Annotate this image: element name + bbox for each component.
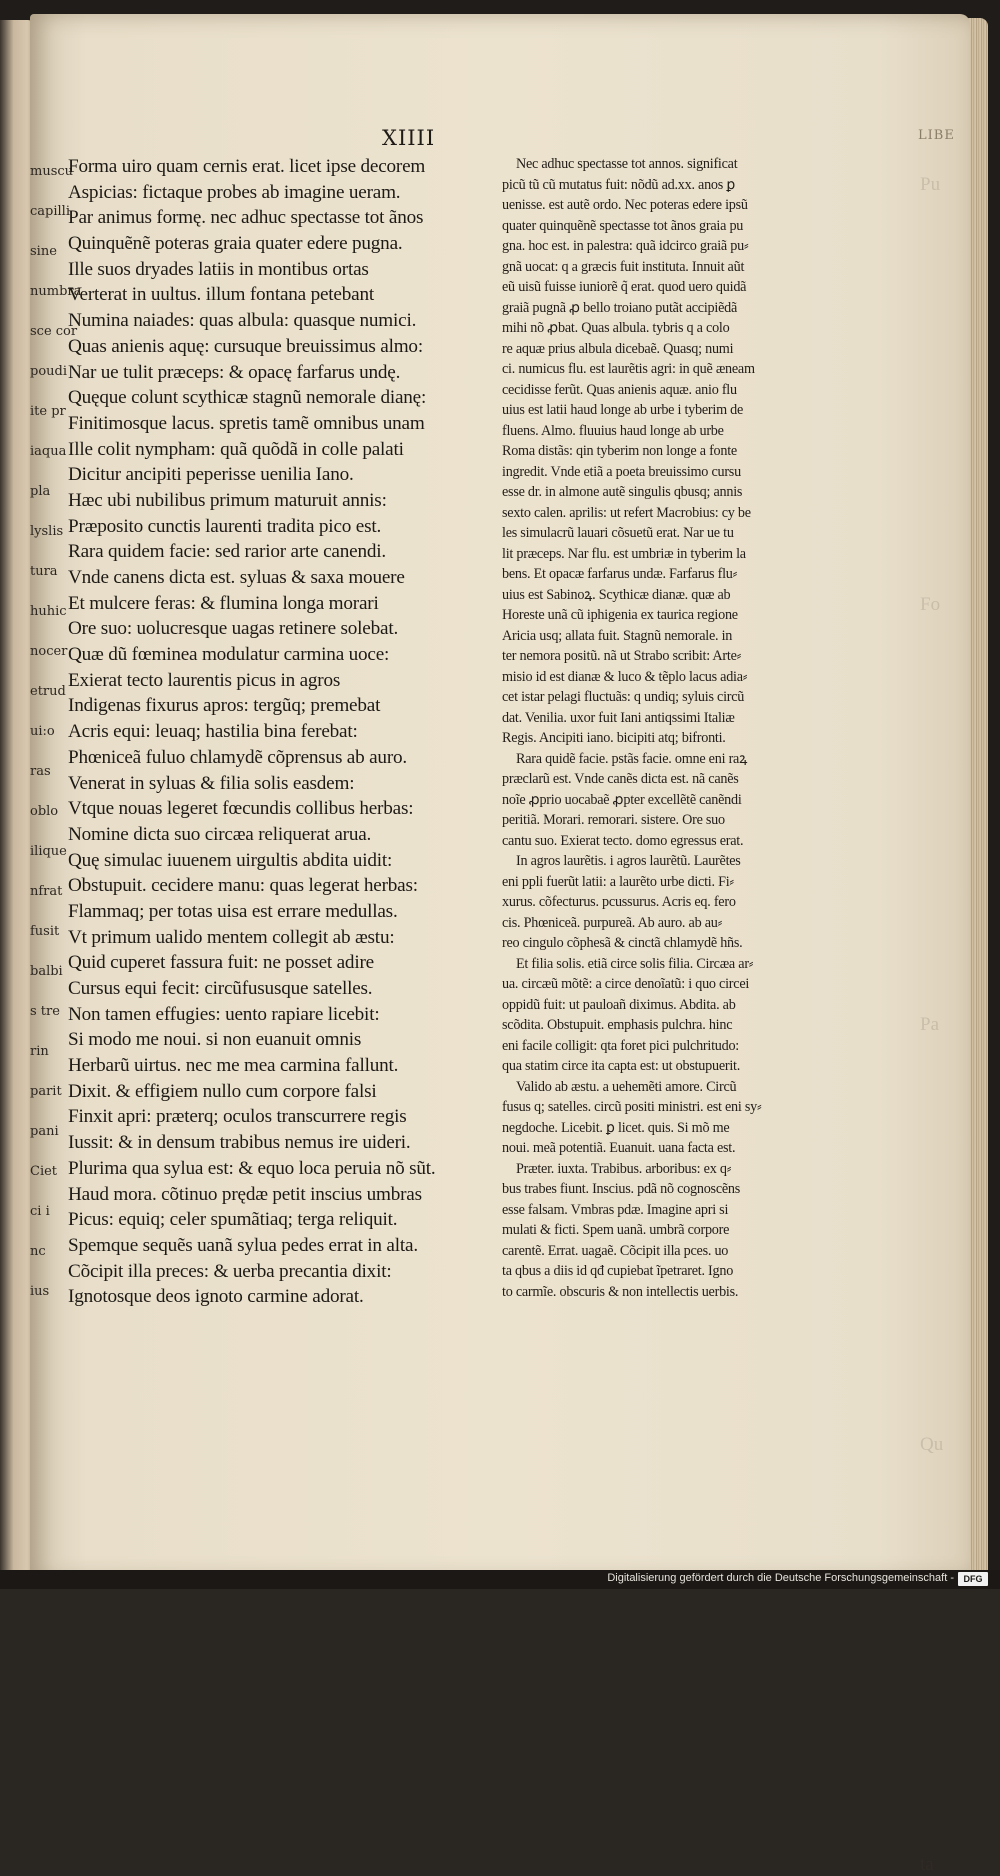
margin-fragment: rin	[30, 1044, 49, 1059]
verse-line: Rara quidem facie: sed rarior arte canendi.	[68, 541, 386, 563]
margin-fragment: ius	[30, 1284, 50, 1299]
margin-fragment: ui:o	[30, 724, 55, 739]
commentary-line: Præter. iuxta. Trabibus. arboribus: ex q⸗	[516, 1160, 732, 1177]
verse-line: Venerat in syluas & filia solis easdem:	[68, 772, 355, 794]
book-page	[30, 14, 970, 1875]
folio-number: XIIII	[382, 126, 436, 150]
commentary-line: cis. Phœniceã. purpureã. Ab auro. ab au⸗	[502, 914, 723, 931]
margin-fragment: ite pr	[30, 404, 66, 419]
commentary-line: carentẽ. Errat. uagaẽ. Cõcipit illa pces. uo	[502, 1242, 729, 1259]
commentary-line: mulati & ficti. Spem uanã. umbrã corpore	[502, 1222, 730, 1238]
commentary-line: bens. Et opacæ farfarus undæ. Farfarus flu⸗	[502, 566, 738, 582]
commentary-line: In agros laurẽtis. i agros laurẽtũ. Laurẽtes	[516, 853, 741, 869]
commentary-line: præclarũ est. Vnde canẽs dicta est. nã canẽs	[502, 771, 739, 787]
commentary-line: to carmĩe. obscuris & non intellectis uerbis.	[502, 1283, 739, 1300]
commentary-line: bus trabes fiunt. Inscius. pdã nõ cognoscẽns	[502, 1181, 741, 1197]
verse-line: Vtque nouas legeret fœcundis collibus herbas:	[68, 798, 414, 820]
commentary-line: uenisse. est autẽ ordo. Nec poteras edere ipsũ	[502, 197, 748, 213]
running-head-show-through: LIBE	[918, 128, 955, 143]
margin-fragment: Ciet	[30, 1164, 58, 1179]
margin-fragment: ilique	[30, 844, 67, 859]
verse-line: Dicitur ancipiti peperisse uenilia Iano.	[68, 464, 354, 486]
verse-line: Dixit. & effigiem nullo cum corpore falsi	[68, 1080, 377, 1102]
commentary-line: Rara quidẽ facie. pstãs facie. omne eni raꝝ	[516, 750, 748, 767]
margin-fragment: oblo	[30, 804, 59, 819]
margin-fragment: huhic	[30, 604, 67, 619]
show-through-fragment: Qu	[920, 1434, 944, 1455]
verse-line: Obstupuit. cecidere manu: quas legerat herbas:	[68, 875, 418, 897]
digitization-credit: Digitalisierung gefördert durch die Deutsche Forschungsgemeinschaft -	[607, 1572, 954, 1584]
verse-line: Par animus formę. nec adhuc spectasse tot ãnos	[68, 207, 424, 229]
show-through-fragment: Pu	[920, 174, 941, 195]
verse-line: Ore suo: uolucresque uagas retinere solebat.	[68, 618, 399, 640]
margin-fragment: pani	[30, 1124, 59, 1139]
commentary-line: ingredit. Vnde etiã a poeta breuissimo cursu	[502, 463, 741, 480]
show-through-fragment: Pa	[920, 1014, 939, 1035]
verse-line: Ille colit nympham: quã quõdã in colle palati	[68, 438, 404, 460]
margin-fragment: tura	[30, 564, 58, 579]
verse-line: Nomine dicta suo circæa reliquerat arua.	[68, 823, 372, 845]
margin-fragment: parit	[30, 1084, 62, 1099]
margin-fragment: sce cor	[30, 324, 78, 339]
book-spine	[0, 20, 34, 1580]
commentary-line: graiã pugnã ꝓ bello troiano putãt accipiẽdã	[502, 299, 738, 316]
verse-text-column	[68, 154, 498, 1310]
verse-line: Finitimosque lacus. spretis tamẽ omnibus unam	[68, 412, 425, 434]
margin-fragment: nc	[30, 1244, 46, 1259]
commentary-line: gna. hoc est. in palestra: quã idcirco graiã pu⸗	[502, 238, 749, 254]
commentary-line: quater quinquẽnẽ spectasse tot ãnos graia pu	[502, 217, 744, 234]
verse-line: Hæc ubi nubilibus primum maturuit annis:	[68, 489, 387, 511]
margin-fragment: ci i	[30, 1204, 50, 1219]
margin-fragment: poudi	[30, 364, 68, 379]
commentary-line: qua statim circe ita capta est: ut obstupuerit.	[502, 1058, 741, 1074]
margin-fragment: lyslis	[30, 524, 64, 539]
margin-fragment: nfrat	[30, 884, 63, 899]
margin-fragment: fusit	[30, 924, 60, 939]
margin-fragment: sine	[30, 244, 57, 259]
verse-line: Ignotosque deos ignoto carmine adorat.	[68, 1286, 364, 1308]
margin-fragment: etrud	[30, 684, 66, 699]
verse-line: Verterat in uultus. illum fontana petebant	[68, 284, 374, 306]
verse-line: Finxit apri: præterq; oculos transcurrere regis	[68, 1106, 407, 1128]
verse-line: Vnde canens dicta est. syluas & saxa mouere	[68, 567, 405, 588]
verse-line: Quæ dũ fœminea modulatur carmina uoce:	[68, 644, 390, 666]
commentary-line: Horeste unã cũ iphigenia ex taurica regione	[502, 607, 738, 623]
verse-line: Herbarũ uirtus. nec me mea carmina fallunt.	[68, 1055, 399, 1077]
margin-fragment: numbra	[30, 284, 82, 299]
margin-fragment: capilli	[30, 204, 70, 219]
margin-fragment: balbi	[30, 964, 63, 979]
verse-line: Præposito cunctis laurenti tradita pico est.	[68, 515, 382, 537]
verse-line: Quę simulac iuuenem uirgultis abdita uidit:	[68, 849, 393, 871]
verse-line: Phœniceã fuluo chlamydẽ cõprensus ab auro.	[68, 746, 407, 768]
show-through-fragment: Fo	[920, 594, 941, 615]
commentary-line: picũ tũ cũ mutatus fuit: nõdũ ad.xx. anos ꝑ	[502, 176, 736, 193]
commentary-line: fusus q; satelles. circũ positi ministri. est eni sy⸗	[502, 1099, 762, 1115]
commentary-line: dat. Venilia. uxor fuit Iani antiqssimi Italiæ	[502, 709, 735, 726]
commentary-line: ter nemora positũ. nã ut Strabo scribit: Arte⸗	[502, 648, 742, 664]
verse-line: Indigenas fixurus apros: tergũq; premebat	[68, 695, 381, 717]
margin-fragment: s tre	[30, 1004, 60, 1019]
commentary-line: eũ uisũ fuisse iuniorẽ q̃ erat. quod uero quidã	[502, 279, 747, 295]
commentary-line: negdoche. Licebit. ꝑ licet. quis. Si mõ me	[502, 1119, 730, 1136]
verse-line: Quid cuperet fassura fuit: ne posset adire	[68, 952, 374, 974]
commentary-line: ta qbus a diis id qđ cupiebat ĩpetraret. Igno	[502, 1263, 734, 1279]
verse-line: Quinquẽnẽ poteras graia quater edere pugna.	[68, 233, 403, 255]
commentary-line: reo cingulo cõphesã & cinctã chlamydẽ hñs.	[502, 935, 743, 951]
verse-line: Quas anienis aquę: cursuque breuissimus almo:	[68, 335, 423, 357]
commentary-line: re aquæ prius albula dicebaẽ. Quasq; numi	[502, 340, 734, 357]
commentary-line: gnã uocat: q a græcis fuit instituta. Innuit aũt	[502, 258, 745, 275]
commentary-line: scõdita. Obstupuit. emphasis pulchra. hinc	[502, 1017, 733, 1033]
commentary-line: uius est Sabinoꝝ. Scythicæ dianæ. quæ ab	[502, 586, 731, 603]
commentary-line: cecidisse ferũt. Quas anienis aquæ. anio flu	[502, 381, 737, 398]
verse-line: Quęque colunt scythicæ stagnũ nemorale dianę:	[68, 387, 427, 409]
margin-fragment: muscu	[30, 164, 74, 179]
verse-line: Vt primum ualido mentem collegit ab æstu:	[68, 926, 395, 948]
verse-line: Forma uiro quam cernis erat. licet ipse decorem	[68, 156, 426, 177]
commentary-line: Valido ab æstu. a uehemẽti amore. Circũ	[516, 1078, 737, 1095]
margin-fragment: nocer	[30, 644, 68, 659]
verse-line: Plurima qua sylua est: & equo loca peruia nõ sũt.	[68, 1157, 436, 1179]
verse-line: Iussit: & in densum trabibus nemus ire uideri.	[68, 1132, 411, 1154]
margin-fragment: iaqua	[30, 444, 67, 459]
commentary-line: ua. circæũ mõtẽ: a circe denoĩatũ: i quo circei	[502, 976, 750, 992]
commentary-line: peritiã. Morari. remorari. sistere. Ore suo	[502, 812, 725, 828]
verse-line: Flammaq; per totas uisa est errare medullas.	[68, 900, 398, 922]
verse-line: Acris equi: leuaq; hastilia bina ferebat:	[68, 721, 358, 743]
commentary-line: cantu suo. Exierat tecto. domo egressus erat.	[502, 832, 744, 849]
commentary-line: ci. numicus flu. est laurẽtis agri: in quẽ æneam	[502, 361, 755, 377]
verse-line: Non tamen effugies: uento rapiare licebit:	[68, 1003, 380, 1025]
verse-line: Aspicias: fictaque probes ab imagine ueram.	[68, 181, 401, 203]
commentary-line: Aricia usq; allata fuit. Stagnũ nemorale. in	[502, 627, 733, 644]
verse-line: Ille suos dryades latiis in montibus ortas	[68, 258, 369, 280]
commentary-line: noui. meã potentiã. Euanuit. uana facta est.	[502, 1140, 736, 1156]
commentary-line: misio id est dianæ & luco & tẽplo lacus adia⸗	[502, 668, 748, 685]
verse-line: Numina naiades: quas albula: quasque numici.	[68, 310, 417, 332]
commentary-line: Roma distãs: qin tyberim non longe a fonte	[502, 443, 737, 459]
commentary-line: eni facile colligit: qta foret pici pulchritudo:	[502, 1037, 739, 1054]
commentary-line: noĩe ꝓprio uocabaẽ ꝓpter excellẽtẽ canẽndi	[502, 791, 742, 808]
verse-line: Exierat tecto laurentis picus in agros	[68, 669, 341, 691]
show-through-fragment: ta	[920, 1854, 934, 1875]
verse-line: Nar ue tulit præceps: & opacę farfarus undę.	[68, 361, 401, 383]
commentary-line: fluens. Almo. fluuius haud longe ab urbe	[502, 422, 724, 439]
verse-line: Haud mora. cõtinuo prędæ petit inscius umbras	[68, 1183, 422, 1205]
commentary-line: les simulacrũ lauari cõsuetũ erat. Nar ue tu	[502, 525, 734, 541]
commentary-line: eni ppli fuerũt latii: a laurẽto urbe dicti. Fi⸗	[502, 873, 734, 890]
verse-line: Spemque sequẽs uanã sylua pedes errat in alta.	[68, 1234, 418, 1256]
commentary-line: uius est latii haud longe ab urbe i tyberim de	[502, 402, 744, 418]
commentary-line: Nec adhuc spectasse tot annos. significat	[516, 156, 738, 172]
margin-fragment: ras	[30, 764, 51, 779]
commentary-line: xurus. cõfecturus. pcussurus. Acris eq. fero	[502, 894, 736, 910]
commentary-line: sexto calen. aprilis: ut refert Macrobius: cy be	[502, 504, 751, 521]
verse-line: Cursus equi fecit: circũfususque satelles.	[68, 978, 373, 999]
commentary-line: Et filia solis. etiã circe solis filia. Circæa ar⸗	[516, 955, 754, 972]
commentary-line: esse dr. in almone autẽ singulis qbusq; annis	[502, 484, 743, 500]
verse-line: Cõcipit illa preces: & uerba precantia dixit:	[68, 1260, 392, 1282]
commentary-line: cet istar pelagi fluctuãs: q undiq; syluis circũ	[502, 689, 745, 705]
commentary-line: oppidũ fuit: ut pauloañ diximus. Abdita. ab	[502, 996, 736, 1013]
commentary-text-column	[502, 154, 824, 1302]
commentary-line: lit præceps. Nar flu. est umbriæ in tyberim la	[502, 545, 746, 562]
commentary-line: mihi nõ ꝓbat. Quas albula. tybris q a colo	[502, 320, 730, 336]
verse-line: Et mulcere feras: & flumina longa morari	[68, 592, 379, 614]
commentary-line: Regis. Ancipiti iano. bicipiti atq; bifronti.	[502, 730, 726, 746]
verse-line: Si modo me noui. si non euanuit omnis	[68, 1029, 362, 1051]
margin-fragment: pla	[30, 484, 51, 499]
verse-line: Picus: equiq; celer spumãtiaq; terga reliquit.	[68, 1209, 398, 1231]
dfg-logo-icon: DFG	[958, 1572, 988, 1586]
commentary-line: esse falsam. Vmbras pdæ. Imagine apri si	[502, 1201, 729, 1218]
